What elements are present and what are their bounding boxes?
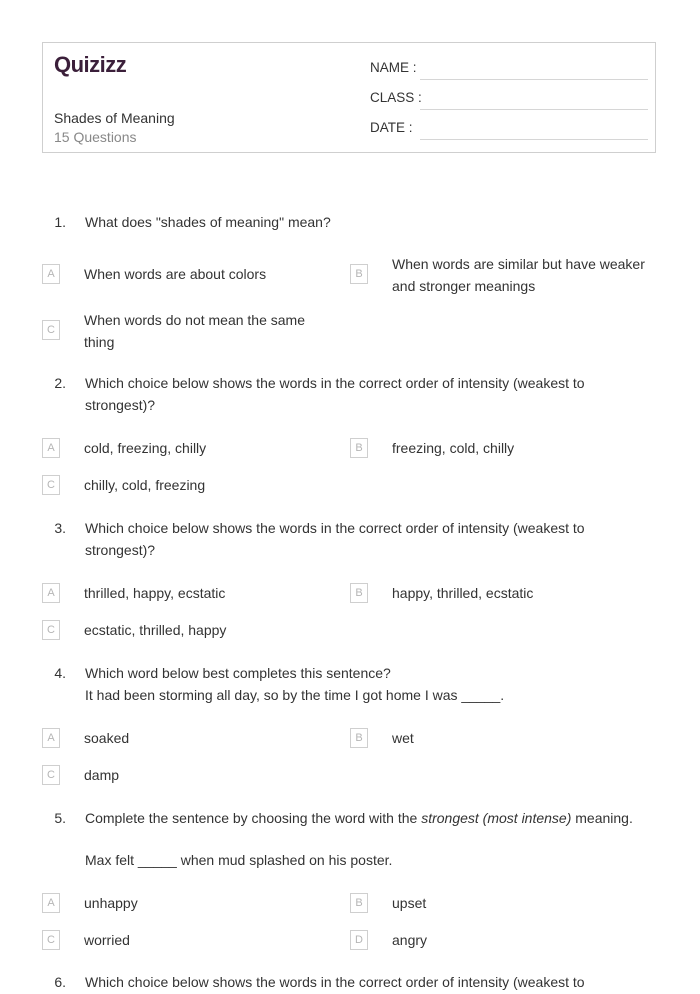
question-text: Which choice below shows the words in the correct order of intensity (weakest to strongest)? — [85, 375, 585, 413]
option-letter-box: B — [350, 264, 368, 284]
question-text: Complete the sentence by choosing the word with the strongest (most intense) meaning. — [85, 810, 633, 826]
option-text: thrilled, happy, ecstatic — [84, 585, 226, 601]
question-text: What does "shades of meaning" mean? — [85, 214, 331, 230]
option-text: When words do not mean the same thing — [84, 312, 306, 350]
option-letter-box: C — [42, 620, 60, 640]
option-letter-box: B — [350, 583, 368, 603]
option-letter-box: A — [42, 438, 60, 458]
question-text: Which choice below shows the words in the correct order of intensity (weakest to — [85, 974, 585, 990]
worksheet-title: Shades of Meaning — [54, 110, 175, 126]
date-label: DATE : — [370, 120, 413, 135]
option-text: worried — [84, 932, 130, 948]
name-line — [420, 79, 648, 80]
option-text: unhappy — [84, 895, 138, 911]
question-subtext: Max felt _____ when mud splashed on his poster. — [85, 852, 393, 868]
class-line — [420, 109, 648, 110]
worksheet-header — [42, 42, 656, 153]
quizizz-logo: Quizizz — [54, 52, 127, 77]
option-text: happy, thrilled, ecstatic — [392, 585, 534, 601]
date-field — [370, 120, 648, 140]
date-line — [420, 139, 648, 140]
option-text: ecstatic, thrilled, happy — [84, 622, 227, 638]
question-number: 1. — [54, 214, 66, 230]
name-field — [370, 60, 648, 80]
question-number: 5. — [54, 810, 66, 826]
option-text: When words are about colors — [84, 266, 267, 282]
option-text: upset — [392, 895, 427, 911]
option-text: wet — [392, 730, 414, 746]
option-letter-box: D — [350, 930, 368, 950]
question-number: 2. — [54, 375, 66, 391]
option-letter-box: B — [350, 728, 368, 748]
question-text: Which word below best completes this sentence? It had been storming all day, so by the time I got home I was _____. — [85, 665, 505, 703]
option-letter-box: A — [42, 728, 60, 748]
option-letter-box: B — [350, 893, 368, 913]
option-text: chilly, cold, freezing — [84, 477, 206, 493]
option-letter-box: A — [42, 583, 60, 603]
question-number: 6. — [54, 974, 66, 990]
option-letter-box: C — [42, 930, 60, 950]
option-text: damp — [84, 767, 120, 783]
option-text: angry — [392, 932, 428, 948]
emphasis-text: strongest (most intense) — [421, 810, 572, 826]
option-text: cold, freezing, chilly — [84, 440, 207, 456]
class-label: CLASS : — [370, 90, 422, 105]
name-label: NAME : — [370, 60, 417, 75]
option-letter-box: A — [42, 893, 60, 913]
option-letter-box: A — [42, 264, 60, 284]
option-text: soaked — [84, 730, 130, 746]
question-text: Which choice below shows the words in the correct order of intensity (weakest to strongest)? — [85, 520, 585, 558]
question-number: 4. — [54, 665, 66, 681]
option-letter-box: C — [42, 765, 60, 785]
question-number: 3. — [54, 520, 66, 536]
option-text: freezing, cold, chilly — [392, 440, 515, 456]
question-count: 15 Questions — [54, 129, 137, 145]
class-field — [370, 90, 648, 110]
option-letter-box: B — [350, 438, 368, 458]
option-letter-box: C — [42, 475, 60, 495]
option-letter-box: C — [42, 320, 60, 340]
option-text: When words are similar but have weaker and stronger meanings — [392, 256, 645, 294]
